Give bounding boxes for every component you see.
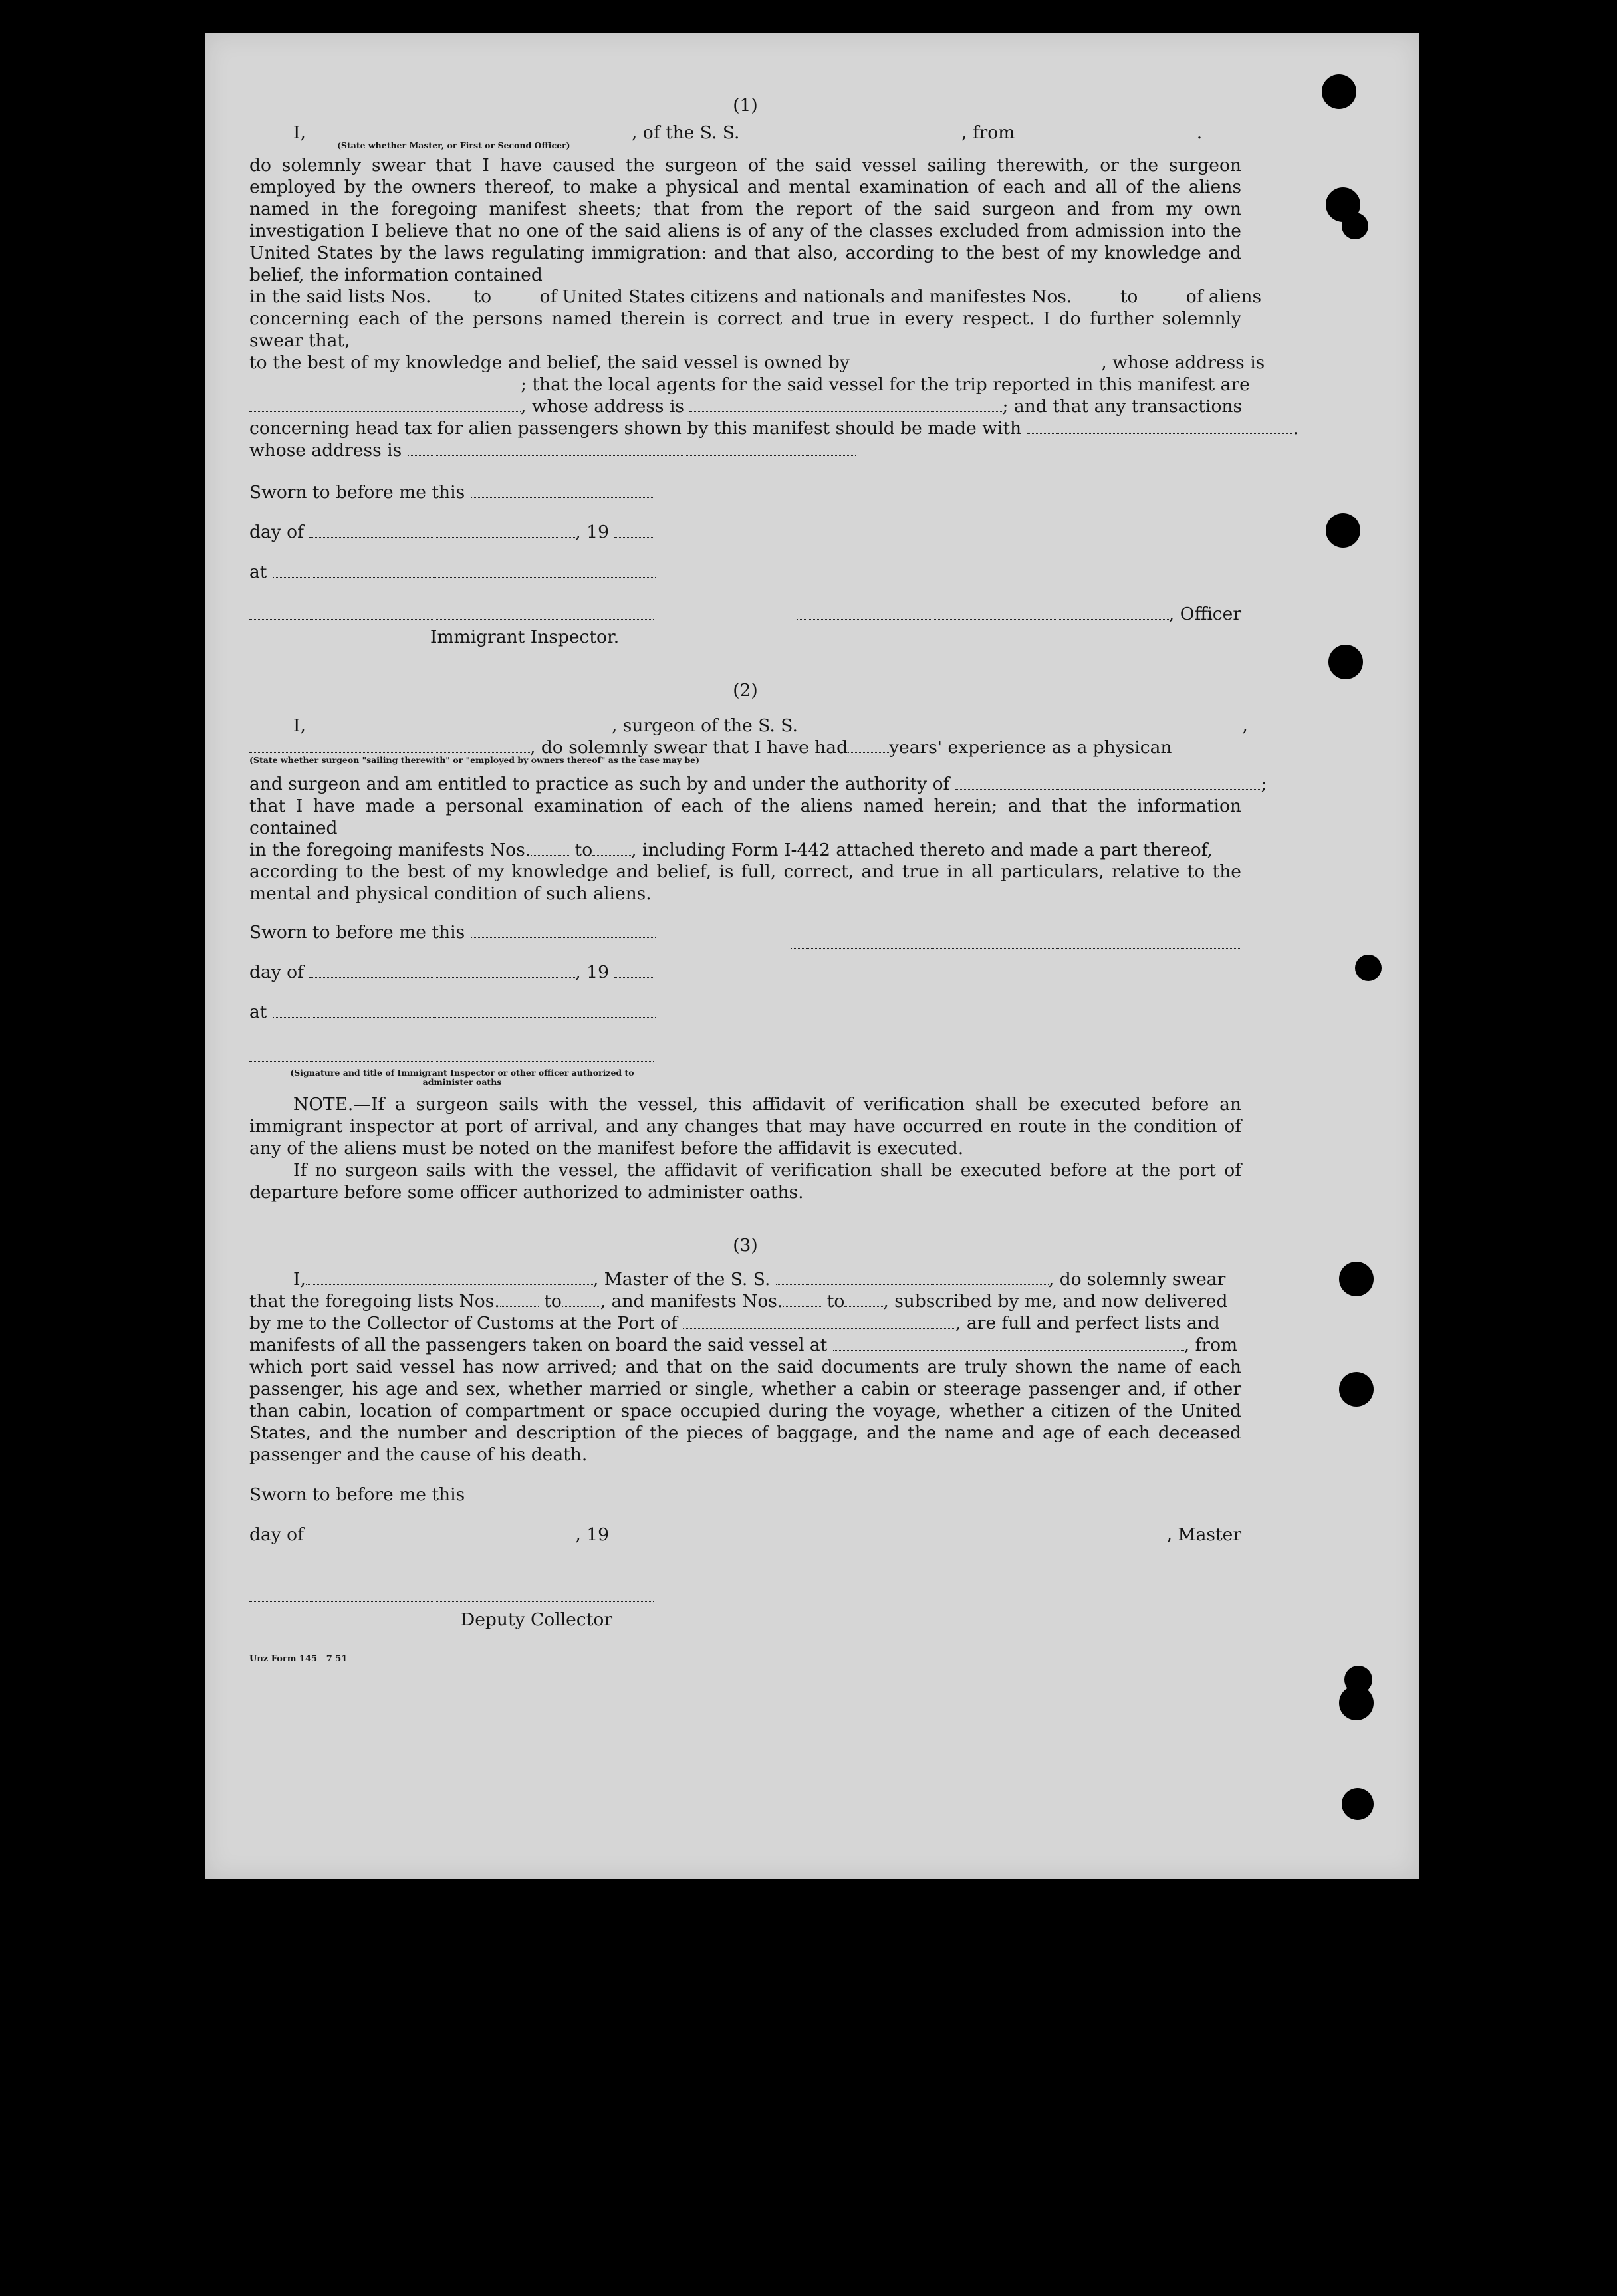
master-signature-line — [791, 1526, 1167, 1540]
section-2-opening-line: I, , surgeon of the S. S. , — [293, 715, 1248, 736]
sworn-line: Sworn to before me this — [249, 1484, 1241, 1506]
sworn-line: Sworn to before me this — [249, 481, 1241, 503]
section-1-paragraph-2: concerning each of the persons named therein is correct and true in every respect. I do further solemnly swear that, — [249, 308, 1241, 351]
officer-row: , Officer — [249, 603, 1241, 625]
punch-hole — [1355, 955, 1382, 981]
form-content — [249, 94, 1299, 1670]
section-3-taken-line: manifests of all the passengers taken on board the said vessel at , from — [249, 1335, 1238, 1355]
section-1-owned-line: to the best of my knowledge and belief, the said vessel is owned by , whose address is — [249, 352, 1265, 373]
section-2-state-note: (State whether surgeon "sailing therewith" or "employed by owners thereof" as the case may be) — [249, 755, 700, 765]
section-2-manifests-line: in the foregoing manifests Nos. to , including Form I-442 attached thereto and made a part thereof, — [249, 840, 1213, 860]
section-2-authority-line: and surgeon and am entitled to practice as such by and under the authority of ; — [249, 774, 1267, 794]
section-1-state-note: (State whether Master, or First or Second Officer) — [337, 140, 570, 150]
blank-line — [306, 124, 632, 138]
section-1-paragraph: do solemnly swear that I have caused the surgeon of the said vessel sailing therewith, or the surgeon employed by the owners thereof, to make a physical and mental examination of each and all of the aliens named in the foregoing manifest sheets; that from the report of the said surgeon and from my own investigation I believe that no one of the said aliens is of any of the classes excluded from admission into the United States by the laws regulating immigration: and that also, according to the best of my knowledge and belief, the information contained — [249, 155, 1241, 285]
form-page — [205, 33, 1419, 1879]
section-3-lists-line: that the foregoing lists Nos. to , and manifests Nos. to , subscribed by me, and now delivered — [249, 1291, 1228, 1312]
punch-hole — [1322, 74, 1356, 109]
section-3-paragraph: which port said vessel has now arrived; and that on the said documents are truly shown the name of each passenger, his age and sex, whether married or single, whether a cabin or steerage passenger and, if other than cabin, location of compartment or space occupied during the voyage, whether a citizen of the United States, and the number and description of the pieces of baggage, and the name and age of each deceased passenger and the cause of his death. — [249, 1357, 1241, 1465]
at-line: at — [249, 561, 1241, 583]
section-3-opening-line: I, , Master of the S. S. , do solemnly swear — [293, 1269, 1226, 1290]
signature-line — [249, 1585, 1241, 1607]
section-2-paragraph-2: according to the best of my knowledge and belief, is full, correct, and true in all particulars, relative to the mental and physical condition of such aliens. — [249, 861, 1241, 904]
section-1-agents-line: ; that the local agents for the said vessel for the trip reported in this manifest are — [249, 374, 1241, 396]
section-1-number: (1) — [733, 95, 758, 116]
day-of-row: day of , 19 — [249, 521, 1241, 543]
sworn-row: Sworn to before me this — [249, 921, 1241, 943]
punch-hole — [1342, 1788, 1374, 1820]
section-3-port-line: by me to the Collector of Customs at the Port of , are full and perfect lists and — [249, 1313, 1220, 1333]
section-2-swear-line: , do solemnly swear that I have had years' experience as a physican — [249, 737, 1241, 758]
day-of-row: day of , 19 — [249, 961, 1241, 983]
section-1-address-line: whose address is — [249, 439, 1241, 461]
day-of-row: day of , 19 , Master — [249, 1524, 1241, 1545]
note-paragraph: NOTE.—If a surgeon sails with the vessel, this affidavit of verification shall be executed before an immigrant inspector at port of arrival, and any changes that may have occurred en route in the condition of any of the aliens must be noted on the manifest before the affidavit is executed. — [249, 1094, 1241, 1159]
punch-hole — [1326, 513, 1360, 548]
deputy-collector-label: Deputy Collector — [461, 1609, 612, 1630]
section-2-number: (2) — [733, 680, 758, 701]
section-2-signature-note: (Signature and title of Immigrant Inspector or other officer authorized to administer oaths — [290, 1068, 634, 1087]
section-1-opening-line: I, , of the S. S. , from . — [293, 122, 1203, 143]
blank-line — [745, 124, 961, 138]
punch-hole — [1328, 645, 1363, 679]
note-paragraph-2: If no surgeon sails with the vessel, the affidavit of verification shall be executed before at the port of departure before some officer authorized to administer oaths. — [249, 1160, 1241, 1203]
blank-line — [1021, 124, 1197, 138]
at-line: at — [249, 1001, 1241, 1023]
signature-line — [791, 530, 1241, 544]
form-id: Unz Form 145 7 51 — [249, 1654, 348, 1664]
punch-hole — [1339, 1686, 1374, 1720]
punch-hole — [1339, 1372, 1374, 1407]
immigrant-inspector-label: Immigrant Inspector. — [430, 627, 620, 647]
signature-line — [249, 1045, 1241, 1067]
section-1-whose-line: , whose address is ; and that any transactions — [249, 396, 1241, 417]
section-1-headtax-line: concerning head tax for alien passengers shown by this manifest should be made with . — [249, 418, 1299, 439]
section-1-lists-line: in the said lists Nos. to of United States citizens and nationals and manifestes Nos. to of aliens — [249, 287, 1262, 307]
section-3-number: (3) — [733, 1235, 758, 1256]
signature-line — [791, 935, 1241, 949]
punch-hole — [1339, 1262, 1374, 1296]
section-2-paragraph: that I have made a personal examination of each of the aliens named herein; and that the information contained — [249, 796, 1241, 838]
punch-hole — [1342, 213, 1368, 239]
